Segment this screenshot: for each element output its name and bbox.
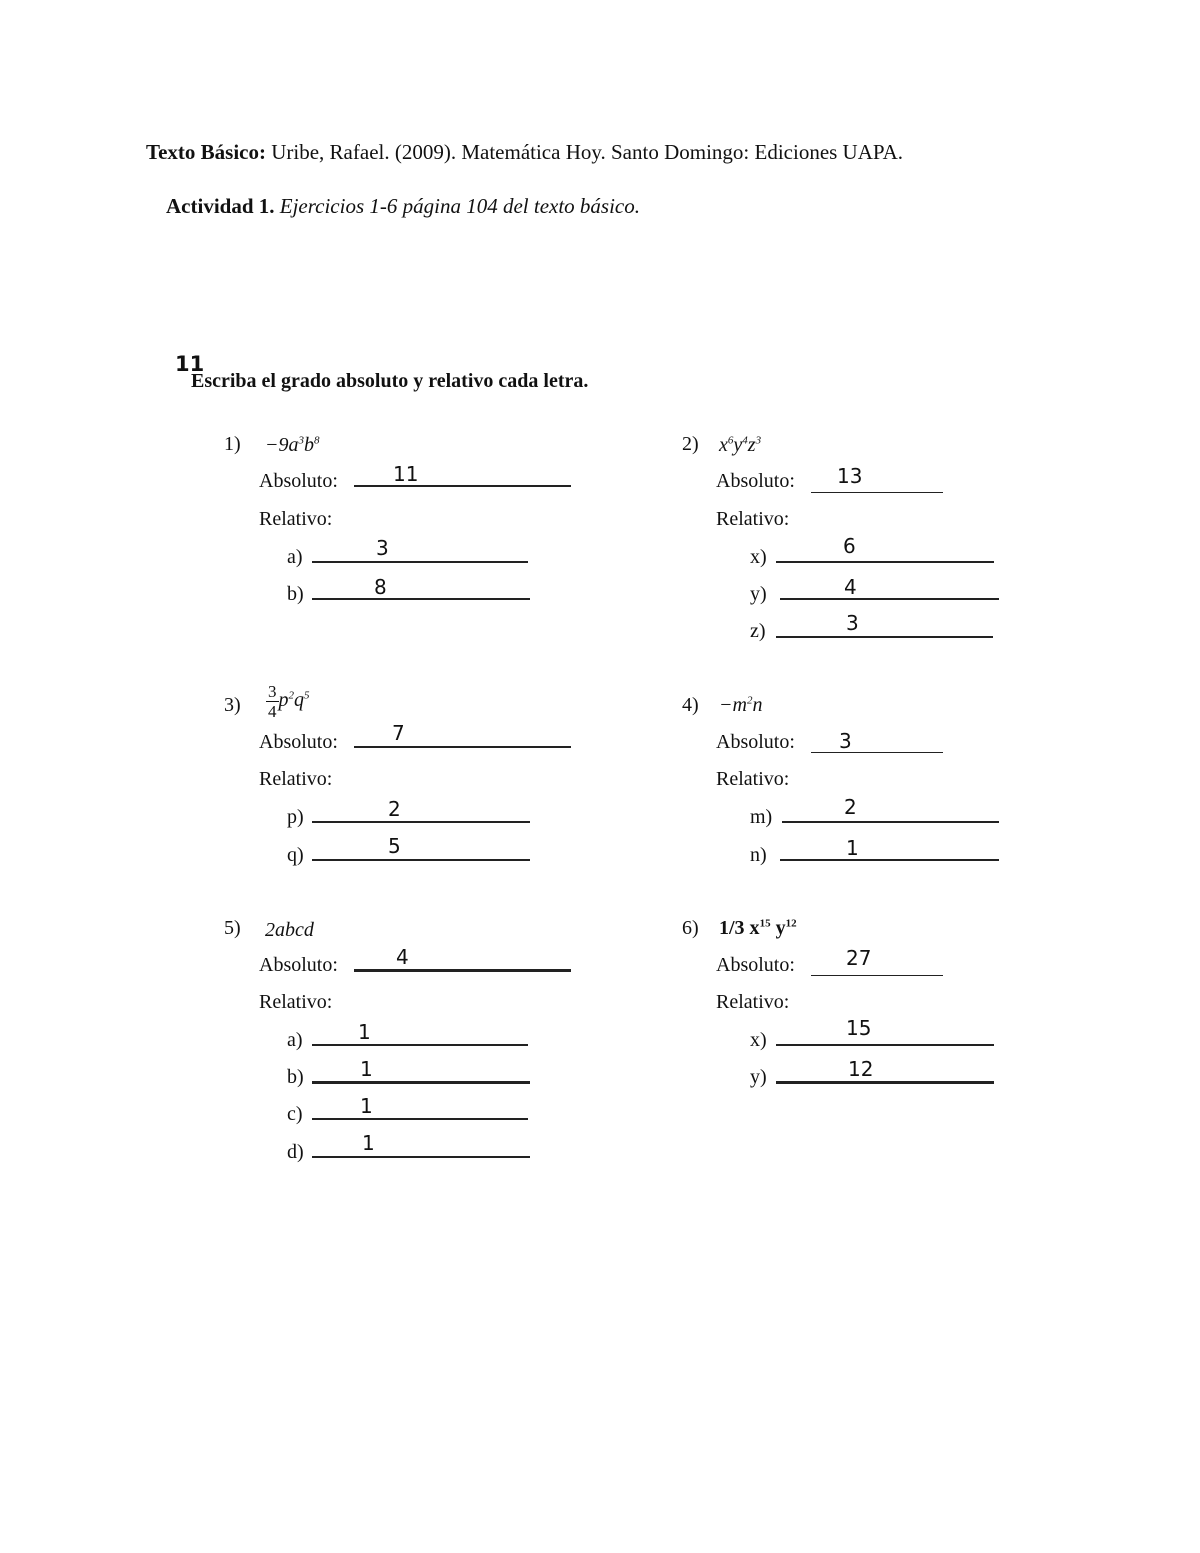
absoluto-answer: 27: [846, 946, 872, 970]
absoluto-answer: 4: [396, 945, 409, 969]
relativo-letter: x): [750, 546, 767, 568]
relativo-label: Relativo:: [716, 508, 790, 530]
relativo-answer: 1: [360, 1057, 373, 1081]
reference-text: Uribe, Rafael. (2009). Matemática Hoy. Santo Domingo: Ediciones UAPA.: [271, 140, 904, 164]
relativo-letter: q): [287, 844, 304, 866]
relativo-answer: 4: [844, 575, 857, 599]
relativo-answer: 15: [846, 1016, 872, 1040]
answer-line: [811, 492, 943, 493]
answer-line: [354, 485, 571, 487]
absoluto-answer: 13: [837, 464, 863, 488]
relativo-answer: 3: [376, 536, 389, 560]
relativo-letter: y): [750, 1066, 767, 1088]
fraction: $\frac{3}{4}$: [268, 682, 277, 721]
relativo-label: Relativo:: [716, 768, 790, 790]
absoluto-answer: 7: [392, 721, 405, 745]
answer-line: [354, 969, 571, 972]
overlay-number: 11: [175, 352, 205, 376]
expression-5: 2abcd: [265, 919, 314, 941]
absoluto-label: Absoluto:: [259, 470, 338, 492]
answer-line: [312, 1118, 528, 1120]
absoluto-label: Absoluto:: [259, 731, 338, 753]
worksheet-heading: Escriba el grado absoluto y relativo cada letra.: [191, 370, 589, 392]
reference-label: Texto Básico:: [146, 140, 266, 164]
expression-3: $\frac{3}{4}$ $p^2q^5$: [268, 682, 310, 721]
activity-label: Actividad 1.: [166, 194, 275, 218]
answer-line: [782, 821, 999, 823]
expression-2: $x^6y^4z^3$: [719, 434, 762, 456]
relativo-letter: y): [750, 583, 767, 605]
activity-text: Ejercicios 1-6 página 104 del texto básico.: [279, 194, 640, 218]
answer-line: [776, 561, 994, 563]
exercise-number: 4): [682, 694, 699, 716]
relativo-answer: 2: [388, 797, 401, 821]
relativo-letter: m): [750, 806, 773, 828]
answer-line: [312, 859, 530, 861]
relativo-label: Relativo:: [259, 991, 333, 1013]
relativo-letter: p): [287, 806, 304, 828]
answer-line: [312, 1044, 528, 1046]
answer-line: [776, 1081, 994, 1084]
relativo-letter: b): [287, 1066, 304, 1088]
relativo-answer: 12: [848, 1057, 874, 1081]
reference-line: [146, 140, 903, 165]
answer-line: [780, 859, 999, 861]
expression-4: $-m^2n$: [719, 694, 763, 716]
answer-line: [811, 975, 943, 976]
answer-line: [780, 598, 999, 600]
absoluto-label: Absoluto:: [259, 954, 338, 976]
answer-line: [312, 561, 528, 563]
relativo-answer: 1: [362, 1131, 375, 1155]
relativo-label: Relativo:: [259, 768, 333, 790]
answer-line: [312, 1156, 530, 1158]
absoluto-label: Absoluto:: [716, 731, 795, 753]
absoluto-label: Absoluto:: [716, 954, 795, 976]
exercise-number: 5): [224, 917, 241, 939]
exercise-number: 1): [224, 433, 241, 455]
relativo-answer: 1: [358, 1020, 371, 1044]
relativo-answer: 5: [388, 834, 401, 858]
relativo-answer: 6: [843, 534, 856, 558]
relativo-letter: c): [287, 1103, 303, 1125]
answer-line: [312, 821, 530, 823]
relativo-letter: d): [287, 1141, 304, 1163]
relativo-label: Relativo:: [716, 991, 790, 1013]
activity-line: [166, 194, 640, 219]
absoluto-label: Absoluto:: [716, 470, 795, 492]
relativo-letter: n): [750, 844, 767, 866]
answer-line: [811, 752, 943, 753]
answer-line: [354, 746, 571, 748]
relativo-answer: 8: [374, 575, 387, 599]
answer-line: [776, 636, 993, 638]
exercise-number: 2): [682, 433, 699, 455]
relativo-answer: 1: [360, 1094, 373, 1118]
relativo-label: Relativo:: [259, 508, 333, 530]
relativo-answer: 1: [846, 836, 859, 860]
answer-line: [312, 598, 530, 600]
exercise-number: 6): [682, 917, 699, 939]
relativo-letter: a): [287, 546, 303, 568]
expression-1: $-9a^3b^8$: [265, 434, 320, 456]
absoluto-answer: 3: [839, 729, 852, 753]
expression-6: 1/3 $x^{15}$ $y^{12}$: [719, 917, 797, 939]
exercise-number: 3): [224, 694, 241, 716]
relativo-letter: z): [750, 620, 766, 642]
relativo-letter: x): [750, 1029, 767, 1051]
answer-line: [776, 1044, 994, 1046]
answer-line: [312, 1081, 530, 1084]
relativo-answer: 2: [844, 795, 857, 819]
relativo-answer: 3: [846, 611, 859, 635]
relativo-letter: a): [287, 1029, 303, 1051]
absoluto-answer: 11: [393, 462, 419, 486]
relativo-letter: b): [287, 583, 304, 605]
